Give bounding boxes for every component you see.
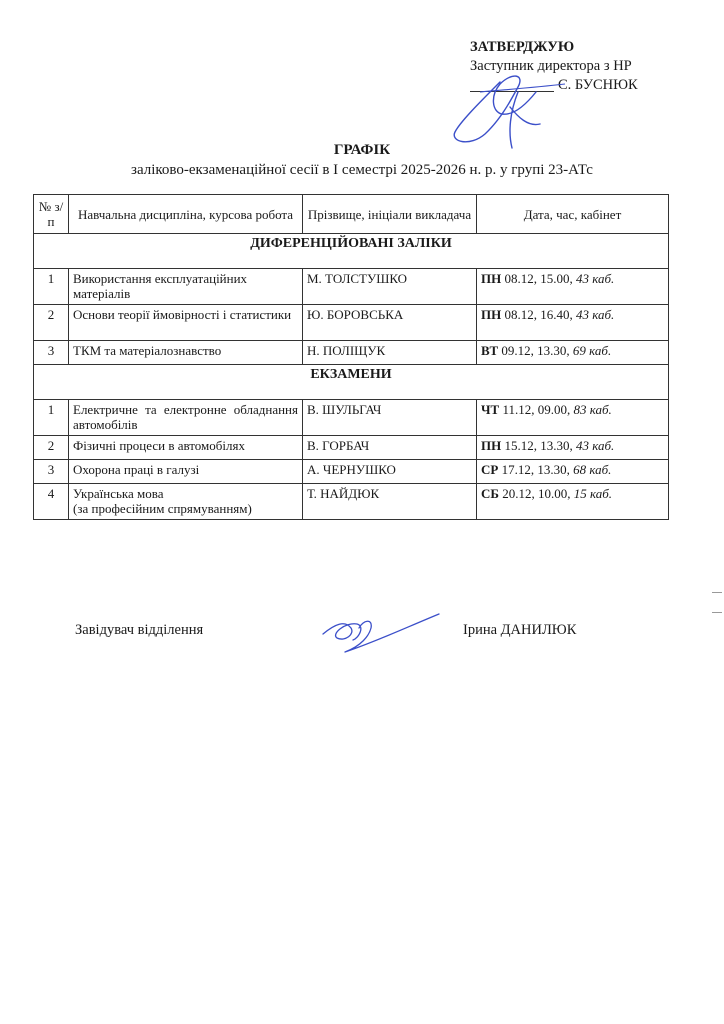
- row-discipline: Фізичні процеси в автомобілях: [69, 436, 303, 460]
- row-teacher: Ю. БОРОВСЬКА: [303, 305, 477, 341]
- row-discipline-note: (за професійним спрямуванням): [73, 501, 252, 516]
- row-discipline: Охорона праці в галузі: [69, 460, 303, 484]
- row-datetime: [477, 400, 669, 436]
- table-row: [34, 460, 669, 484]
- section-row: [34, 365, 669, 400]
- approval-signature-icon: [440, 62, 580, 152]
- row-date: 09.12, 13.30,: [501, 343, 570, 358]
- section-title-credits: ДИФЕРЕНЦІЙОВАНІ ЗАЛІКИ: [34, 234, 669, 269]
- row-datetime: [477, 341, 669, 365]
- row-date: 15.12, 13.30,: [504, 438, 573, 453]
- section-row: [34, 234, 669, 269]
- row-day: ПН: [481, 438, 502, 453]
- row-num: 2: [34, 436, 69, 460]
- header-datetime: Дата, час, кабінет: [477, 195, 669, 234]
- table-row: [34, 269, 669, 305]
- section-title-exams: ЕКЗАМЕНИ: [34, 365, 669, 400]
- row-datetime: [477, 269, 669, 305]
- row-num: 1: [34, 400, 69, 436]
- row-num: 3: [34, 341, 69, 365]
- table-header-row: [34, 195, 669, 234]
- approval-title: ЗАТВЕРДЖУЮ: [470, 39, 575, 55]
- row-room: 83 каб.: [573, 402, 612, 417]
- document-heading: [0, 140, 724, 180]
- header-teacher: Прізвище, ініціали викладача: [303, 195, 477, 234]
- table-row: [34, 400, 669, 436]
- row-datetime: [477, 460, 669, 484]
- scan-edge-mark: [712, 592, 722, 593]
- document-title: ГРАФІК: [333, 142, 391, 158]
- row-room: 15 каб.: [573, 486, 613, 501]
- row-room: 43 каб.: [575, 271, 615, 286]
- row-teacher: А. ЧЕРНУШКО: [303, 460, 477, 484]
- row-day: ЧТ: [481, 402, 500, 417]
- head-signature-icon: [315, 606, 445, 658]
- row-day: СБ: [481, 486, 499, 501]
- schedule-table: [33, 194, 669, 520]
- document-subtitle: заліково-екзаменаційної сесії в І семестрі 2025-2026 н. р. у групі 23-АТс: [131, 162, 593, 178]
- row-room: 43 каб.: [575, 438, 615, 453]
- row-datetime: [477, 436, 669, 460]
- row-teacher: Н. ПОЛІЩУК: [303, 341, 477, 365]
- row-teacher: М. ТОЛСТУШКО: [303, 269, 477, 305]
- row-num: 2: [34, 305, 69, 341]
- row-day: СР: [481, 462, 499, 477]
- row-discipline: Основи теорії ймовірності і статистики: [69, 305, 303, 341]
- row-datetime: [477, 484, 669, 520]
- row-room: 69 каб.: [572, 343, 612, 358]
- row-num: 1: [34, 269, 69, 305]
- row-teacher: Т. НАЙДЮК: [303, 484, 477, 520]
- table-row: [34, 484, 669, 520]
- row-discipline: [69, 484, 303, 520]
- row-teacher: В. ГОРБАЧ: [303, 436, 477, 460]
- header-discipline: Навчальна дисципліна, курсова робота: [69, 195, 303, 234]
- row-date: 08.12, 15.00,: [504, 271, 573, 286]
- header-num: № з/п: [34, 195, 69, 234]
- row-day: ПН: [481, 307, 502, 322]
- row-date: 11.12, 09.00,: [502, 402, 571, 417]
- footer-name: Ірина ДАНИЛЮК: [463, 622, 577, 638]
- row-date: 20.12, 10.00,: [502, 486, 571, 501]
- row-date: 17.12, 13.30,: [501, 462, 570, 477]
- row-room: 68 каб.: [573, 462, 612, 477]
- row-discipline-main: Українська мова: [73, 486, 164, 501]
- row-num: 3: [34, 460, 69, 484]
- table-row: [34, 305, 669, 341]
- row-day: ПН: [481, 271, 502, 286]
- row-num: 4: [34, 484, 69, 520]
- row-teacher: В. ШУЛЬГАЧ: [303, 400, 477, 436]
- approval-position: Заступник директора з НР: [470, 58, 632, 74]
- row-datetime: [477, 305, 669, 341]
- row-discipline: Електричне та електронне обладнання автомобілів: [69, 400, 303, 436]
- table-row: [34, 341, 669, 365]
- approval-name: С. БУСНЮК: [558, 77, 638, 93]
- row-discipline: ТКМ та матеріалознавство: [69, 341, 303, 365]
- row-day: ВТ: [481, 343, 499, 358]
- row-room: 43 каб.: [575, 307, 615, 322]
- row-discipline: Використання експлуатаційних матеріалів: [69, 269, 303, 305]
- row-date: 08.12, 16.40,: [504, 307, 573, 322]
- scan-edge-mark: [712, 612, 722, 613]
- table-row: [34, 436, 669, 460]
- footer-position: Завідувач відділення: [75, 622, 204, 638]
